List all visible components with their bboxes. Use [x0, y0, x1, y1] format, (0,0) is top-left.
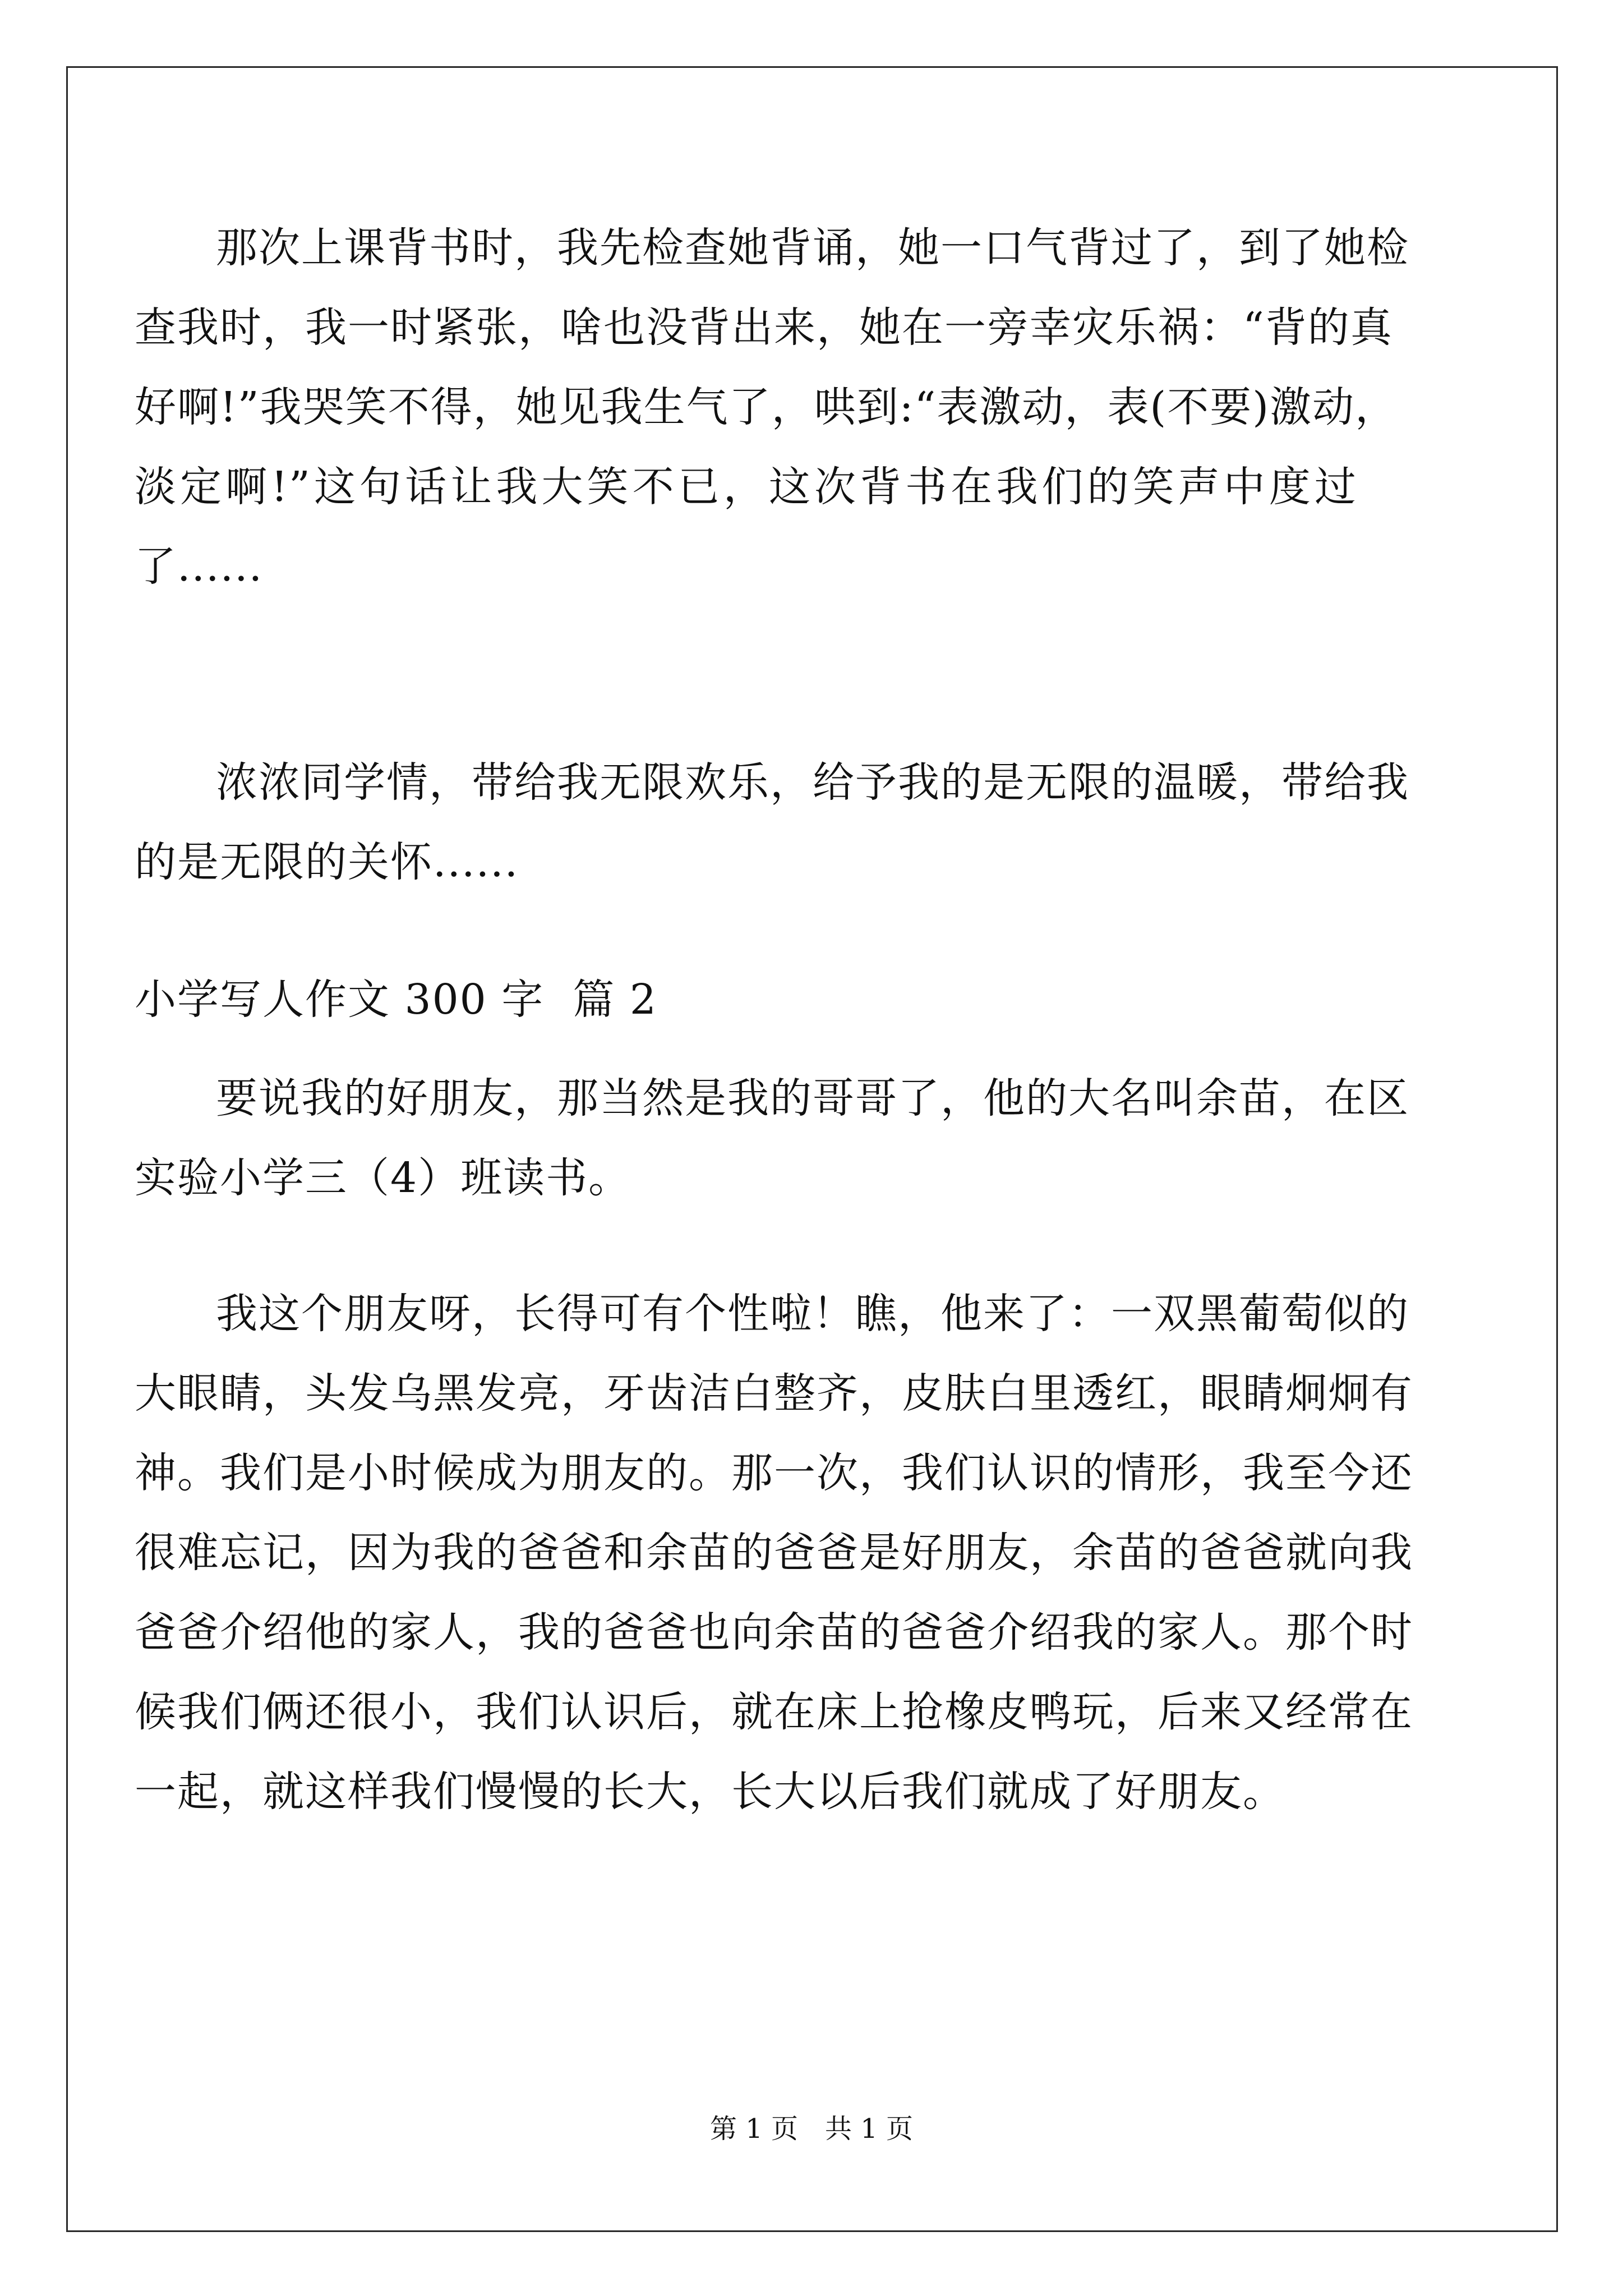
- paragraph-1-line-3: 好啊!”我哭笑不得，她见我生气了，哄到:“表激动，表(不要)激动，: [135, 383, 1398, 431]
- paragraph-2-line-2: 的是无限的关怀......: [135, 838, 519, 886]
- paragraph-1-line-5: 了......: [135, 542, 264, 591]
- paragraph-3-line-1: 要说我的好朋友，那当然是我的哥哥了，他的大名叫余苗，在区: [216, 1074, 1409, 1122]
- paragraph-4-line-2: 大眼睛，头发乌黑发亮，牙齿洁白整齐，皮肤白里透红，眼睛炯炯有: [135, 1369, 1413, 1418]
- paragraph-4-line-7: 一起，就这样我们慢慢的长大，长大以后我们就成了好朋友。: [135, 1768, 1285, 1816]
- paragraph-1-line-4: 淡定啊!”这句话让我大笑不已，这次背书在我们的笑声中度过: [135, 463, 1357, 511]
- paragraph-1-line-2: 查我时，我一时紧张，啥也没背出来，她在一旁幸灾乐祸：“背的真: [135, 303, 1393, 352]
- paragraph-4-line-1: 我这个朋友呀，长得可有个性啦！瞧，他来了：一双黑葡萄似的: [216, 1290, 1409, 1338]
- paragraph-3-line-2: 实验小学三（4）班读书。: [135, 1154, 631, 1202]
- paragraph-2-line-1: 浓浓同学情，带给我无限欢乐，给予我的是无限的温暖，带给我: [216, 758, 1409, 807]
- section-heading: 小学写人作文 300 字 篇 2: [135, 976, 657, 1024]
- paragraph-4-line-6: 候我们俩还很小，我们认识后，就在床上抢橡皮鸭玩，后来又经常在: [135, 1688, 1413, 1736]
- paragraph-4-line-5: 爸爸介绍他的家人，我的爸爸也向余苗的爸爸介绍我的家人。那个时: [135, 1608, 1413, 1657]
- paragraph-1-line-1: 那次上课背书时，我先检查她背诵，她一口气背过了，到了她检: [216, 224, 1409, 272]
- paragraph-4-line-3: 神。我们是小时候成为朋友的。那一次，我们认识的情形，我至今还: [135, 1449, 1413, 1497]
- page-number-footer: 第 1 页 共 1 页: [709, 2113, 914, 2145]
- paragraph-4-line-4: 很难忘记，因为我的爸爸和余苗的爸爸是好朋友，余苗的爸爸就向我: [135, 1529, 1413, 1577]
